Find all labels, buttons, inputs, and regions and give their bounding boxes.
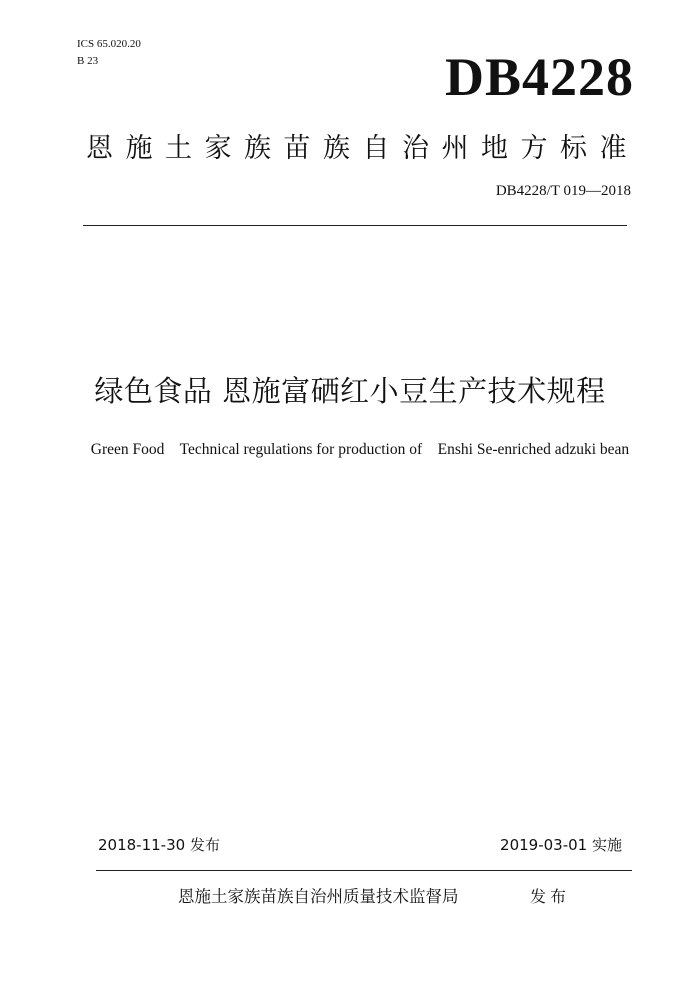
issue-label: 发布 [530,887,571,906]
publish-date: 2018-11-30 发布 [98,836,220,854]
document-title-zh: 绿色食品 恩施富硒红小豆生产技术规程 [94,374,606,408]
standard-code-logo: DB4228 [444,47,634,107]
standard-number: DB4228/T 019—2018 [495,183,631,199]
ics-code: ICS 65.020.20 [77,38,141,50]
document-title-en: Green Food Technical regulations for production of Enshi Se-enriched adzuki bean [90,441,630,458]
standard-category-title: 恩施土家族苗族自治州地方标准 [86,133,639,164]
ccs-code: B 23 [77,55,99,67]
implement-date: 2019-03-01 实施 [500,836,622,854]
footer-divider [96,870,632,871]
issuing-authority: 恩施土家族苗族自治州质量技术监督局 [178,887,459,906]
header-divider [83,225,627,226]
